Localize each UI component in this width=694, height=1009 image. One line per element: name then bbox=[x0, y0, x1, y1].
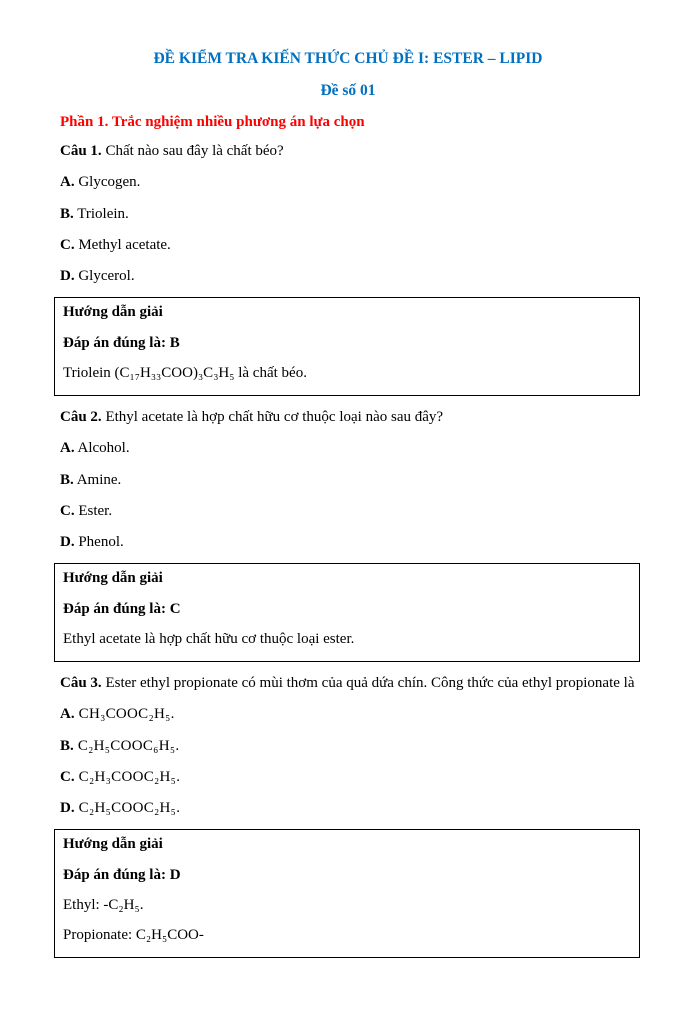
question-1-option-d bbox=[60, 266, 636, 286]
option-letter: B. bbox=[60, 205, 74, 222]
option-letter: D. bbox=[60, 534, 75, 550]
question-2-option-b bbox=[60, 470, 636, 490]
question-1-option-a bbox=[60, 172, 636, 192]
option-letter: B. bbox=[60, 737, 74, 754]
option-formula: CH₃COOC₂H₅. bbox=[74, 706, 175, 723]
option-text: Triolein. bbox=[73, 205, 129, 222]
question-1 bbox=[60, 141, 636, 161]
option-formula: C₂H₅COOC₆H₅. bbox=[73, 737, 180, 754]
option-formula: C₂H₅COOC₂H₅. bbox=[74, 800, 181, 816]
solution-answer: Đáp án đúng là: C bbox=[63, 600, 181, 617]
question-3-option-a bbox=[60, 704, 636, 724]
question-1-option-c bbox=[60, 235, 636, 255]
question-1-option-b bbox=[60, 204, 636, 224]
question-3-label: Câu 3. bbox=[60, 675, 102, 691]
solution-box-3 bbox=[54, 829, 640, 958]
question-3-option-d bbox=[60, 798, 636, 818]
question-3-option-b bbox=[60, 736, 636, 756]
solution-heading: Hướng dẫn giải bbox=[63, 304, 163, 321]
option-letter: D. bbox=[60, 268, 75, 284]
option-text: Alcohol. bbox=[74, 440, 130, 457]
solution-box-2 bbox=[54, 563, 640, 662]
question-2-option-a bbox=[60, 438, 636, 458]
question-1-text: Chất nào sau đây là chất béo? bbox=[101, 143, 284, 159]
option-text: Glycerol. bbox=[74, 268, 135, 284]
option-formula: C₂H₃COOC₂H₅. bbox=[74, 768, 181, 785]
question-3-option-c bbox=[60, 767, 636, 787]
question-3 bbox=[60, 673, 636, 693]
doc-title: ĐỀ KIỂM TRA KIẾN THỨC CHỦ ĐỀ I: ESTER – LIPID bbox=[153, 50, 543, 67]
solution-heading: Hướng dẫn giải bbox=[63, 836, 163, 853]
solution-heading: Hướng dẫn giải bbox=[63, 570, 163, 587]
doc-subtitle: Đề số 01 bbox=[320, 82, 376, 99]
option-text: Ester. bbox=[74, 502, 113, 519]
question-2-text: Ethyl acetate là hợp chất hữu cơ thuộc loại nào sau đây? bbox=[101, 409, 444, 425]
solution-line: Propionate: C₂H₅COO- bbox=[63, 927, 204, 943]
question-2-option-c bbox=[60, 501, 636, 521]
option-text: Amine. bbox=[73, 471, 122, 488]
question-2-label: Câu 2. bbox=[60, 409, 102, 425]
option-letter: A. bbox=[60, 706, 75, 723]
question-2 bbox=[60, 407, 636, 427]
option-letter: B. bbox=[60, 471, 74, 488]
option-letter: C. bbox=[60, 768, 75, 785]
option-letter: D. bbox=[60, 800, 75, 816]
option-letter: A. bbox=[60, 174, 75, 191]
question-2-option-d bbox=[60, 532, 636, 552]
option-letter: A. bbox=[60, 440, 75, 457]
solution-line: Ethyl: -C₂H₅. bbox=[63, 896, 144, 913]
solution-answer: Đáp án đúng là: B bbox=[63, 334, 180, 351]
solution-answer: Đáp án đúng là: D bbox=[63, 866, 181, 883]
option-letter: C. bbox=[60, 236, 75, 253]
option-letter: C. bbox=[60, 502, 75, 519]
option-text: Methyl acetate. bbox=[74, 236, 171, 253]
section-heading: Phần 1. Trắc nghiệm nhiều phương án lựa chọn bbox=[60, 114, 365, 130]
question-1-label: Câu 1. bbox=[60, 143, 102, 159]
option-text: Phenol. bbox=[74, 534, 124, 550]
question-3-text: Ester ethyl propionate có mùi thơm của quả dứa chín. Công thức của ethyl propionate là bbox=[101, 675, 635, 691]
solution-box-1 bbox=[54, 297, 640, 396]
solution-line: Triolein (C₁₇H₃₃COO)₃C₃H₅ là chất béo. bbox=[63, 364, 307, 381]
option-text: Glycogen. bbox=[74, 174, 141, 191]
solution-line: Ethyl acetate là hợp chất hữu cơ thuộc loại ester. bbox=[63, 630, 355, 647]
